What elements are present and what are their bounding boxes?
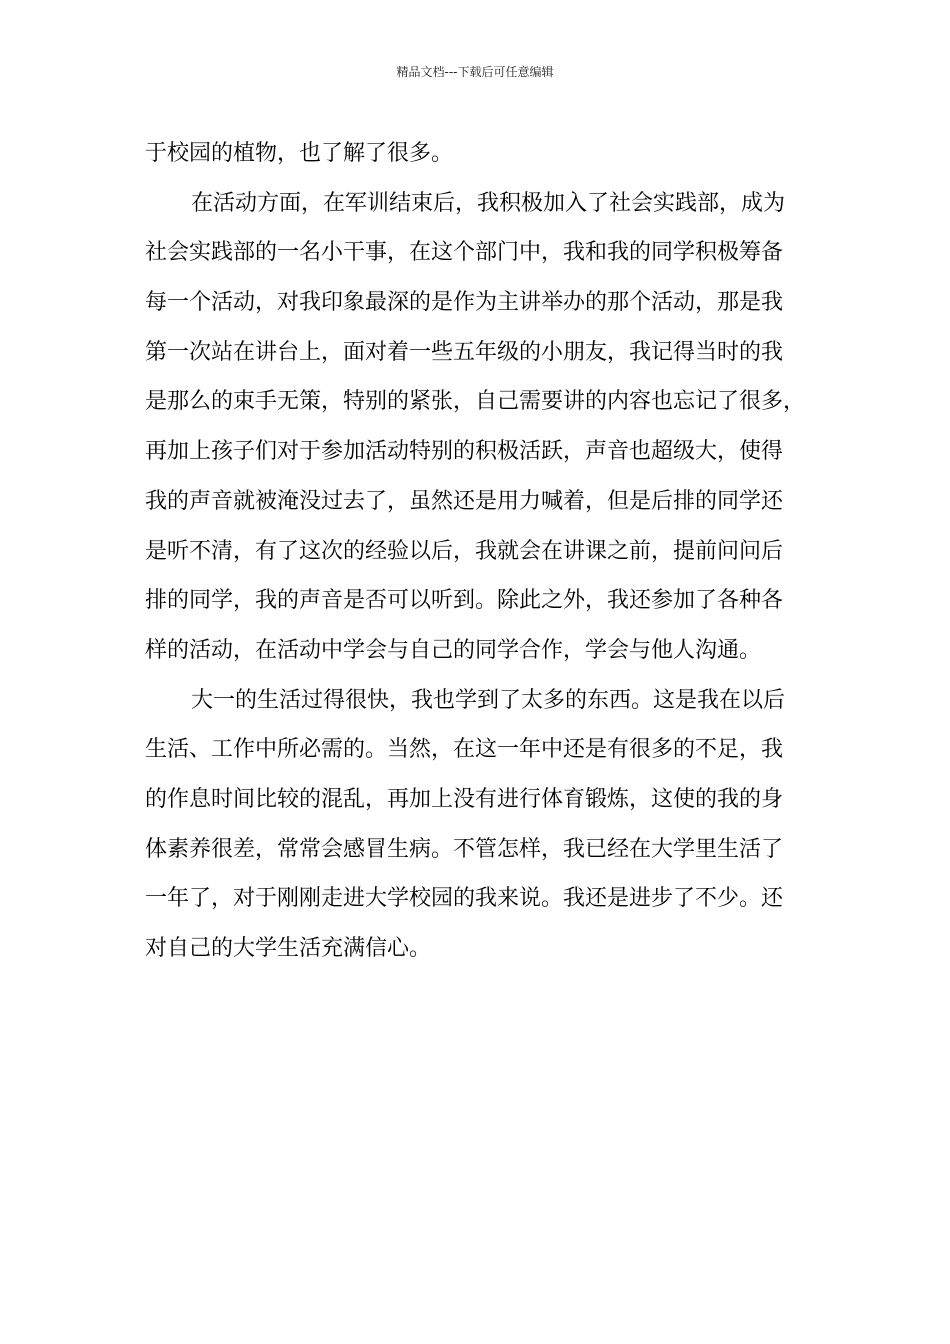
page-header: 精品文档---下载后可任意编辑 bbox=[396, 65, 554, 79]
text-line: 于校园的植物，也了解了很多。 bbox=[145, 141, 454, 166]
text-line: 每一个活动，对我印象最深的是作为主讲举办的那个活动，那是我 bbox=[145, 290, 784, 316]
text-line: 是听不清，有了这次的经验以后，我就会在讲课之前，提前问问后 bbox=[145, 538, 784, 564]
text-line: 生活、工作中所必需的。当然，在这一年中还是有很多的不足，我 bbox=[145, 737, 784, 763]
text-line: 的作息时间比较的混乱，再加上没有进行体育锻炼，这使的我的身 bbox=[145, 786, 784, 812]
body-text bbox=[145, 129, 815, 974]
text-line: 我的声音就被淹没过去了，虽然还是用力喊着，但是后排的同学还 bbox=[145, 488, 784, 514]
text-line: 第一次站在讲台上，面对着一些五年级的小朋友，我记得当时的我 bbox=[145, 339, 784, 365]
text-line: 社会实践部的一名小干事，在这个部门中，我和我的同学积极筹备 bbox=[145, 240, 784, 266]
text-line: 样的活动，在活动中学会与自己的同学合作，学会与他人沟通。 bbox=[145, 637, 762, 663]
text-line: 排的同学，我的声音是否可以听到。除此之外，我还参加了各种各 bbox=[145, 588, 784, 614]
paragraph-first-line: 大一的生活过得很快，我也学到了太多的东西。这是我在以后 bbox=[191, 687, 786, 713]
text-line: 一年了，对于刚刚走进大学校园的我来说。我还是进步了不少。还 bbox=[145, 886, 784, 912]
paragraph-first-line: 在活动方面，在军训结束后，我积极加入了社会实践部，成为 bbox=[191, 190, 786, 216]
text-line: 对自己的大学生活充满信心。 bbox=[145, 936, 432, 961]
text-line: 体素养很差，常常会感冒生病。不管怎样，我已经在大学里生活了 bbox=[145, 836, 784, 862]
text-line: 是那么的束手无策，特别的紧张，自己需要讲的内容也忘记了很多， bbox=[145, 389, 806, 415]
text-line: 再加上孩子们对于参加活动特别的积极活跃，声音也超级大，使得 bbox=[145, 439, 784, 465]
